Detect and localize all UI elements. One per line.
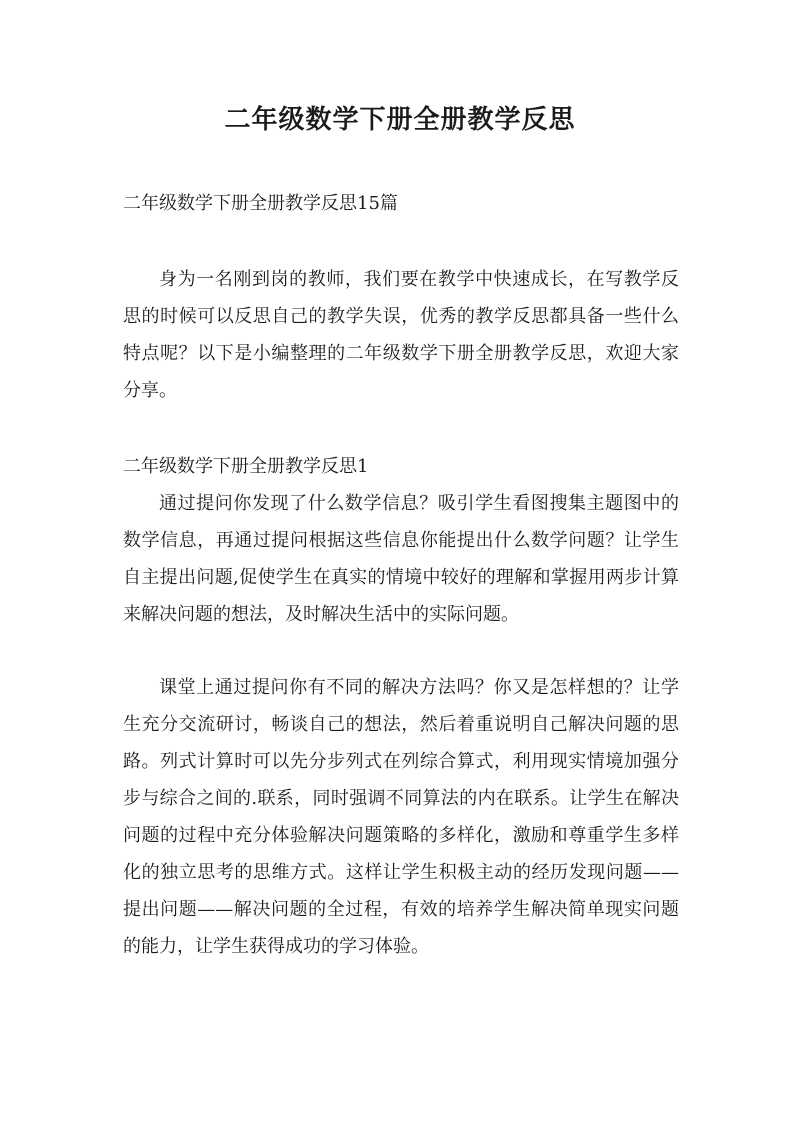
body-paragraph: 课堂上通过提问你有不同的解决方法吗？你又是怎样想的？让学生充分交流研讨，畅谈自己的想法，然后着重说明自己解决问题的思路。列式计算时可以先分步列式在列综合算式，利用现实情境加强分步与综合之间的.联系，同时强调不同算法的内在联系。让学生在解决问题的过程中充分体验解决问题策略的多样化，激励和尊重学生多样化的独立思考的思维方式。这样让学生积极主动的经历发现问题——提出问题——解决问题的全过程，有效的培养学生解决简单现实问题的能力，让学生获得成功的学习体验。 [123,677,679,957]
section-heading: 二年级数学下册全册教学反思1 [123,456,369,477]
body-paragraph: 通过提问你发现了什么数学信息？吸引学生看图搜集主题图中的数学信息，再通过提问根据这些信息你能提出什么数学问题？让学生自主提出问题,促使学生在真实的情境中较好的理解和掌握用两步计算来解决问题的想法，及时解决生活中的实际问题。 [123,493,679,625]
document-title: 二年级数学下册全册教学反思 [224,105,576,135]
document-subtitle: 二年级数学下册全册教学反思15篇 [123,193,398,214]
intro-paragraph: 身为一名刚到岗的教师，我们要在教学中快速成长，在写教学反思的时候可以反思自己的教学失误，优秀的教学反思都具备一些什么特点呢？以下是小编整理的二年级数学下册全册教学反思，欢迎大家分享。 [123,269,679,401]
